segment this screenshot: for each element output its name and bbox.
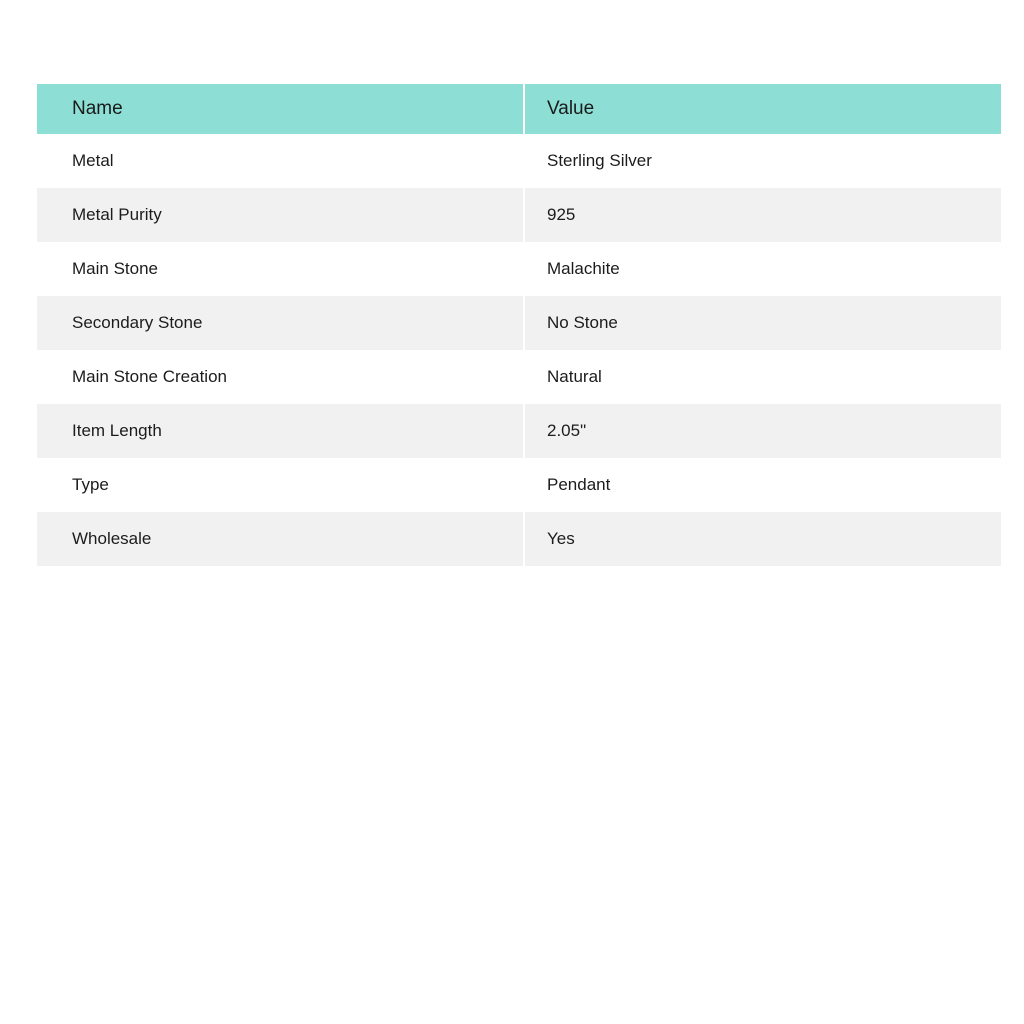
table-row bbox=[37, 296, 1001, 350]
cell-value: No Stone bbox=[524, 296, 1001, 350]
cell-name: Wholesale bbox=[37, 512, 524, 566]
cell-value: 925 bbox=[524, 188, 1001, 242]
cell-value: Sterling Silver bbox=[524, 134, 1001, 188]
column-header-name: Name bbox=[37, 84, 524, 134]
cell-name: Type bbox=[37, 458, 524, 512]
table-body bbox=[37, 134, 1001, 566]
table-row bbox=[37, 188, 1001, 242]
cell-name: Item Length bbox=[37, 404, 524, 458]
cell-name: Main Stone Creation bbox=[37, 350, 524, 404]
cell-value: Malachite bbox=[524, 242, 1001, 296]
table-row bbox=[37, 512, 1001, 566]
table-header-row bbox=[37, 84, 1001, 134]
table-row bbox=[37, 134, 1001, 188]
cell-value: Pendant bbox=[524, 458, 1001, 512]
cell-name: Metal Purity bbox=[37, 188, 524, 242]
cell-name: Secondary Stone bbox=[37, 296, 524, 350]
table-header bbox=[37, 84, 1001, 134]
cell-value: Natural bbox=[524, 350, 1001, 404]
cell-name: Metal bbox=[37, 134, 524, 188]
table-row bbox=[37, 242, 1001, 296]
column-header-value: Value bbox=[524, 84, 1001, 134]
table-row bbox=[37, 404, 1001, 458]
table-row bbox=[37, 458, 1001, 512]
cell-value: Yes bbox=[524, 512, 1001, 566]
cell-value: 2.05" bbox=[524, 404, 1001, 458]
cell-name: Main Stone bbox=[37, 242, 524, 296]
specifications-table bbox=[37, 84, 1001, 566]
table-row bbox=[37, 350, 1001, 404]
